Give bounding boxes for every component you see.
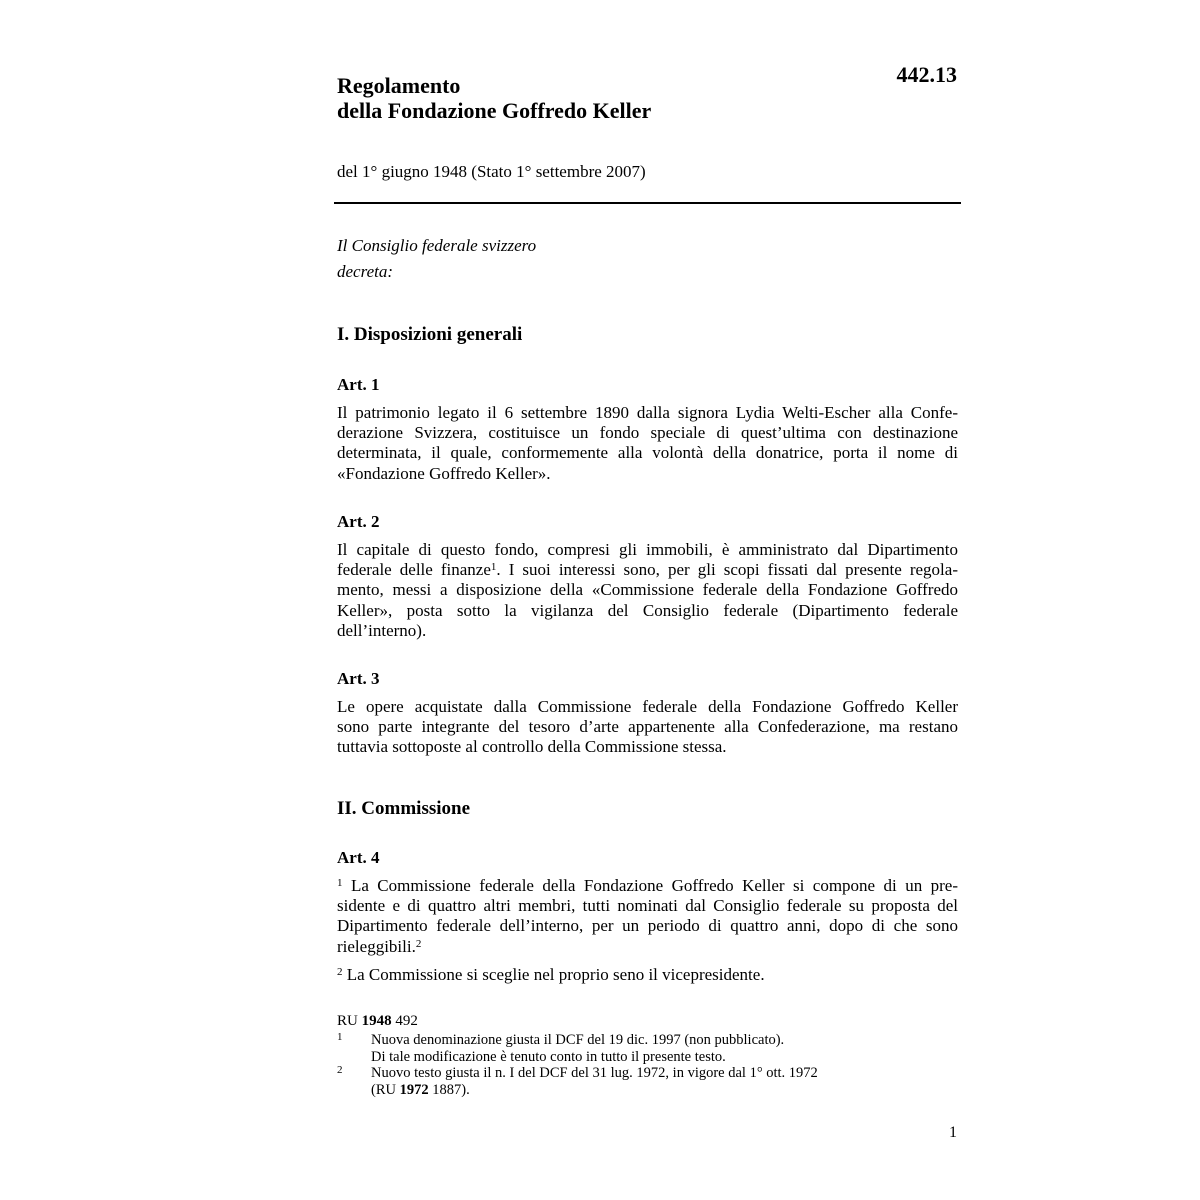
article-3-line: Le opere acquistate dalla Commissione federale della Fondazione Goffredo Keller <box>337 697 958 716</box>
article-2-line <box>337 560 958 580</box>
preamble <box>337 233 958 285</box>
footnote-ref-1[interactable]: 1 <box>490 561 497 574</box>
article-2-line: mento, messi a disposizione della «Commissione federale della Fondazione Goffredo <box>337 580 958 600</box>
ru-reference <box>337 1012 958 1030</box>
footnote-2-year: 1972 <box>399 1081 429 1098</box>
preamble-authority: Il Consiglio federale svizzero <box>337 236 537 255</box>
article-1-line: Il patrimonio legato il 6 settembre 1890 dalla signora Lydia Welti-Escher alla Confe- <box>337 403 958 422</box>
footnote-ref-2[interactable]: 2 <box>415 937 422 950</box>
footnote-2-line: Nuovo testo giusta il n. I del DCF del 31 lug. 1972, in vigore dal 1° ott. 1972 <box>371 1065 818 1081</box>
footnotes <box>337 1012 958 1098</box>
ru-year: 1948 <box>361 1013 392 1029</box>
title-line-1: Regolamento <box>337 73 461 98</box>
section-heading-general: I. Disposizioni generali <box>337 324 523 345</box>
article-1-text <box>337 403 958 484</box>
section-heading-commission: II. Commissione <box>337 798 471 819</box>
sr-number: 442.13 <box>896 62 957 87</box>
article-4-line <box>337 965 958 985</box>
page-number: 1 <box>949 1124 957 1141</box>
article-4-line: Dipartimento federale dell’interno, per un periodo di quattro anni, dopo di che sono <box>337 916 958 936</box>
article-2-heading: Art. 2 <box>337 512 380 531</box>
footnote-2-fragment: (RU <box>371 1081 400 1098</box>
article-2-text-fragment: federale delle finanze <box>337 560 491 580</box>
paragraph-number: 2 <box>337 966 343 978</box>
article-4-paragraph-1 <box>337 876 958 957</box>
title-divider <box>334 202 961 204</box>
article-1-line: «Fondazione Goffredo Keller». <box>337 463 551 483</box>
article-2-line: Il capitale di questo fondo, compresi gli immobili, è amministrato dal Dipartimento <box>337 540 958 559</box>
ru-prefix: RU <box>337 1013 362 1029</box>
article-3-heading: Art. 3 <box>337 669 380 688</box>
article-4-text-fragment: La Commissione federale della Fondazione Goffredo Keller si compone di un pre- <box>342 876 958 895</box>
footnote-1-number: 1 <box>337 1031 343 1043</box>
article-2-line: Keller», posta sotto la vigilanza del Consiglio federale (Dipartimento federale <box>337 600 958 620</box>
footnote-2-number: 2 <box>337 1064 343 1076</box>
article-4-line <box>337 937 958 957</box>
article-4-text-fragment: La Commissione si sceglie nel proprio seno il vicepresidente. <box>342 965 765 984</box>
paragraph-number: 1 <box>337 877 343 889</box>
article-4-line: sidente e di quattro altri membri, tutti nominati dal Consiglio federale su proposta del <box>337 896 958 916</box>
footnote-1 <box>337 1032 958 1065</box>
footnote-2-line <box>371 1082 958 1099</box>
article-4-line <box>337 876 958 896</box>
article-2-line: dell’interno). <box>337 620 427 640</box>
article-3-line: sono parte integrante del tesoro d’arte appartenente alla Confederazione, ma restano <box>337 717 958 737</box>
ru-page: 492 <box>391 1013 418 1029</box>
article-1-line: derazione Svizzera, costituisce un fondo speciale di quest’ultima con destinazione <box>337 423 958 443</box>
footnote-1-line: Di tale modificazione è tenuto conto in tutto il presente testo. <box>371 1048 726 1065</box>
preamble-decree: decreta: <box>337 262 394 281</box>
footnote-2 <box>337 1065 958 1098</box>
footnote-1-line: Nuova denominazione giusta il DCF del 19 dic. 1997 (non pubblicato). <box>371 1032 785 1048</box>
article-4-paragraph-2 <box>337 965 958 985</box>
article-4-text-fragment: rieleggibili. <box>337 936 416 956</box>
article-2-text-fragment: . I suoi interessi sono, per gli scopi fissati dal presente regola- <box>496 560 958 580</box>
document-date: del 1° giugno 1948 (Stato 1° settembre 2007) <box>337 162 646 181</box>
article-3-line: tuttavia sottoposte al controllo della Commissione stessa. <box>337 737 727 757</box>
document-title <box>337 73 958 123</box>
article-2-text <box>337 540 958 641</box>
article-4-heading: Art. 4 <box>337 848 380 867</box>
article-1-heading: Art. 1 <box>337 375 380 394</box>
title-line-2: della Fondazione Goffredo Keller <box>337 98 652 123</box>
article-1-line: determinata, il quale, conformemente alla volontà della donatrice, porta il nome di <box>337 443 958 463</box>
footnote-2-fragment: 1887). <box>428 1081 470 1098</box>
article-3-text <box>337 697 958 758</box>
